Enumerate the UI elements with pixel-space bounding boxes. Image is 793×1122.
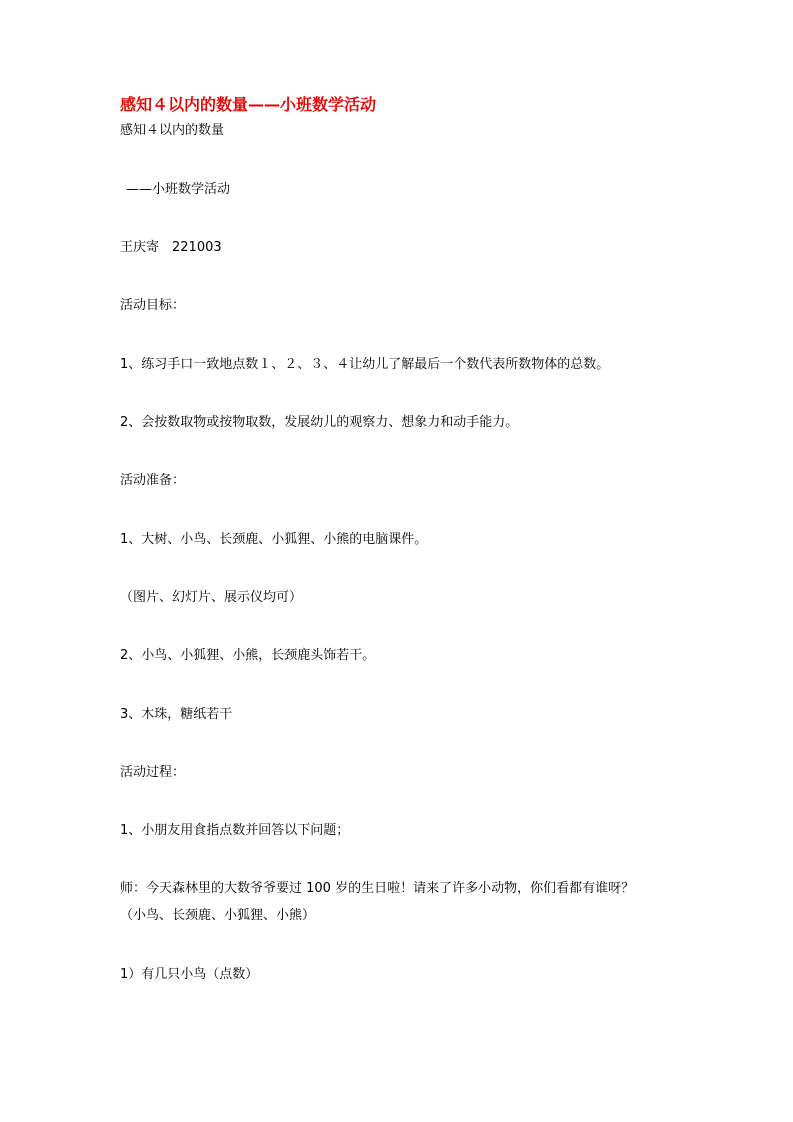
animals-answer: （小鸟、长颈鹿、小狐狸、小熊） bbox=[120, 908, 316, 923]
author-line: 王庆寄 221003 bbox=[120, 240, 222, 255]
prep-item-1: 1、大树、小鸟、长颈鹿、小狐狸、小熊的电脑课件。 bbox=[120, 532, 428, 547]
prep-item-2: 2、小鸟、小狐狸、小熊，长颈鹿头饰若干。 bbox=[120, 648, 376, 663]
document-title: 感知４以内的数量——小班数学活动 bbox=[120, 95, 377, 114]
prep-heading: 活动准备： bbox=[120, 473, 186, 488]
subtitle-activity: ——小班数学活动 bbox=[126, 182, 231, 197]
prep-item-3: 3、木珠，糖纸若干 bbox=[120, 707, 233, 722]
goal-item-2: 2、会按数取物或按物取数，发展幼儿的观察力、想象力和动手能力。 bbox=[120, 415, 519, 430]
process-heading: 活动过程： bbox=[120, 765, 186, 780]
process-step-1: 1、小朋友用食指点数并回答以下问题； bbox=[120, 823, 350, 838]
question-birds: 1）有几只小鸟（点数） bbox=[120, 967, 259, 982]
prep-note: （图片、幻灯片、展示仪均可） bbox=[120, 590, 303, 605]
goal-item-1: 1、练习手口一致地点数１、２、３、４让幼儿了解最后一个数代表所数物体的总数。 bbox=[120, 357, 610, 372]
teacher-line: 师：今天森林里的大数爷爷要过 100 岁的生日啦！请来了许多小动物，你们看都有谁呀？ bbox=[120, 881, 635, 896]
subtitle: 感知４以内的数量 bbox=[120, 123, 225, 138]
goals-heading: 活动目标： bbox=[120, 298, 186, 313]
